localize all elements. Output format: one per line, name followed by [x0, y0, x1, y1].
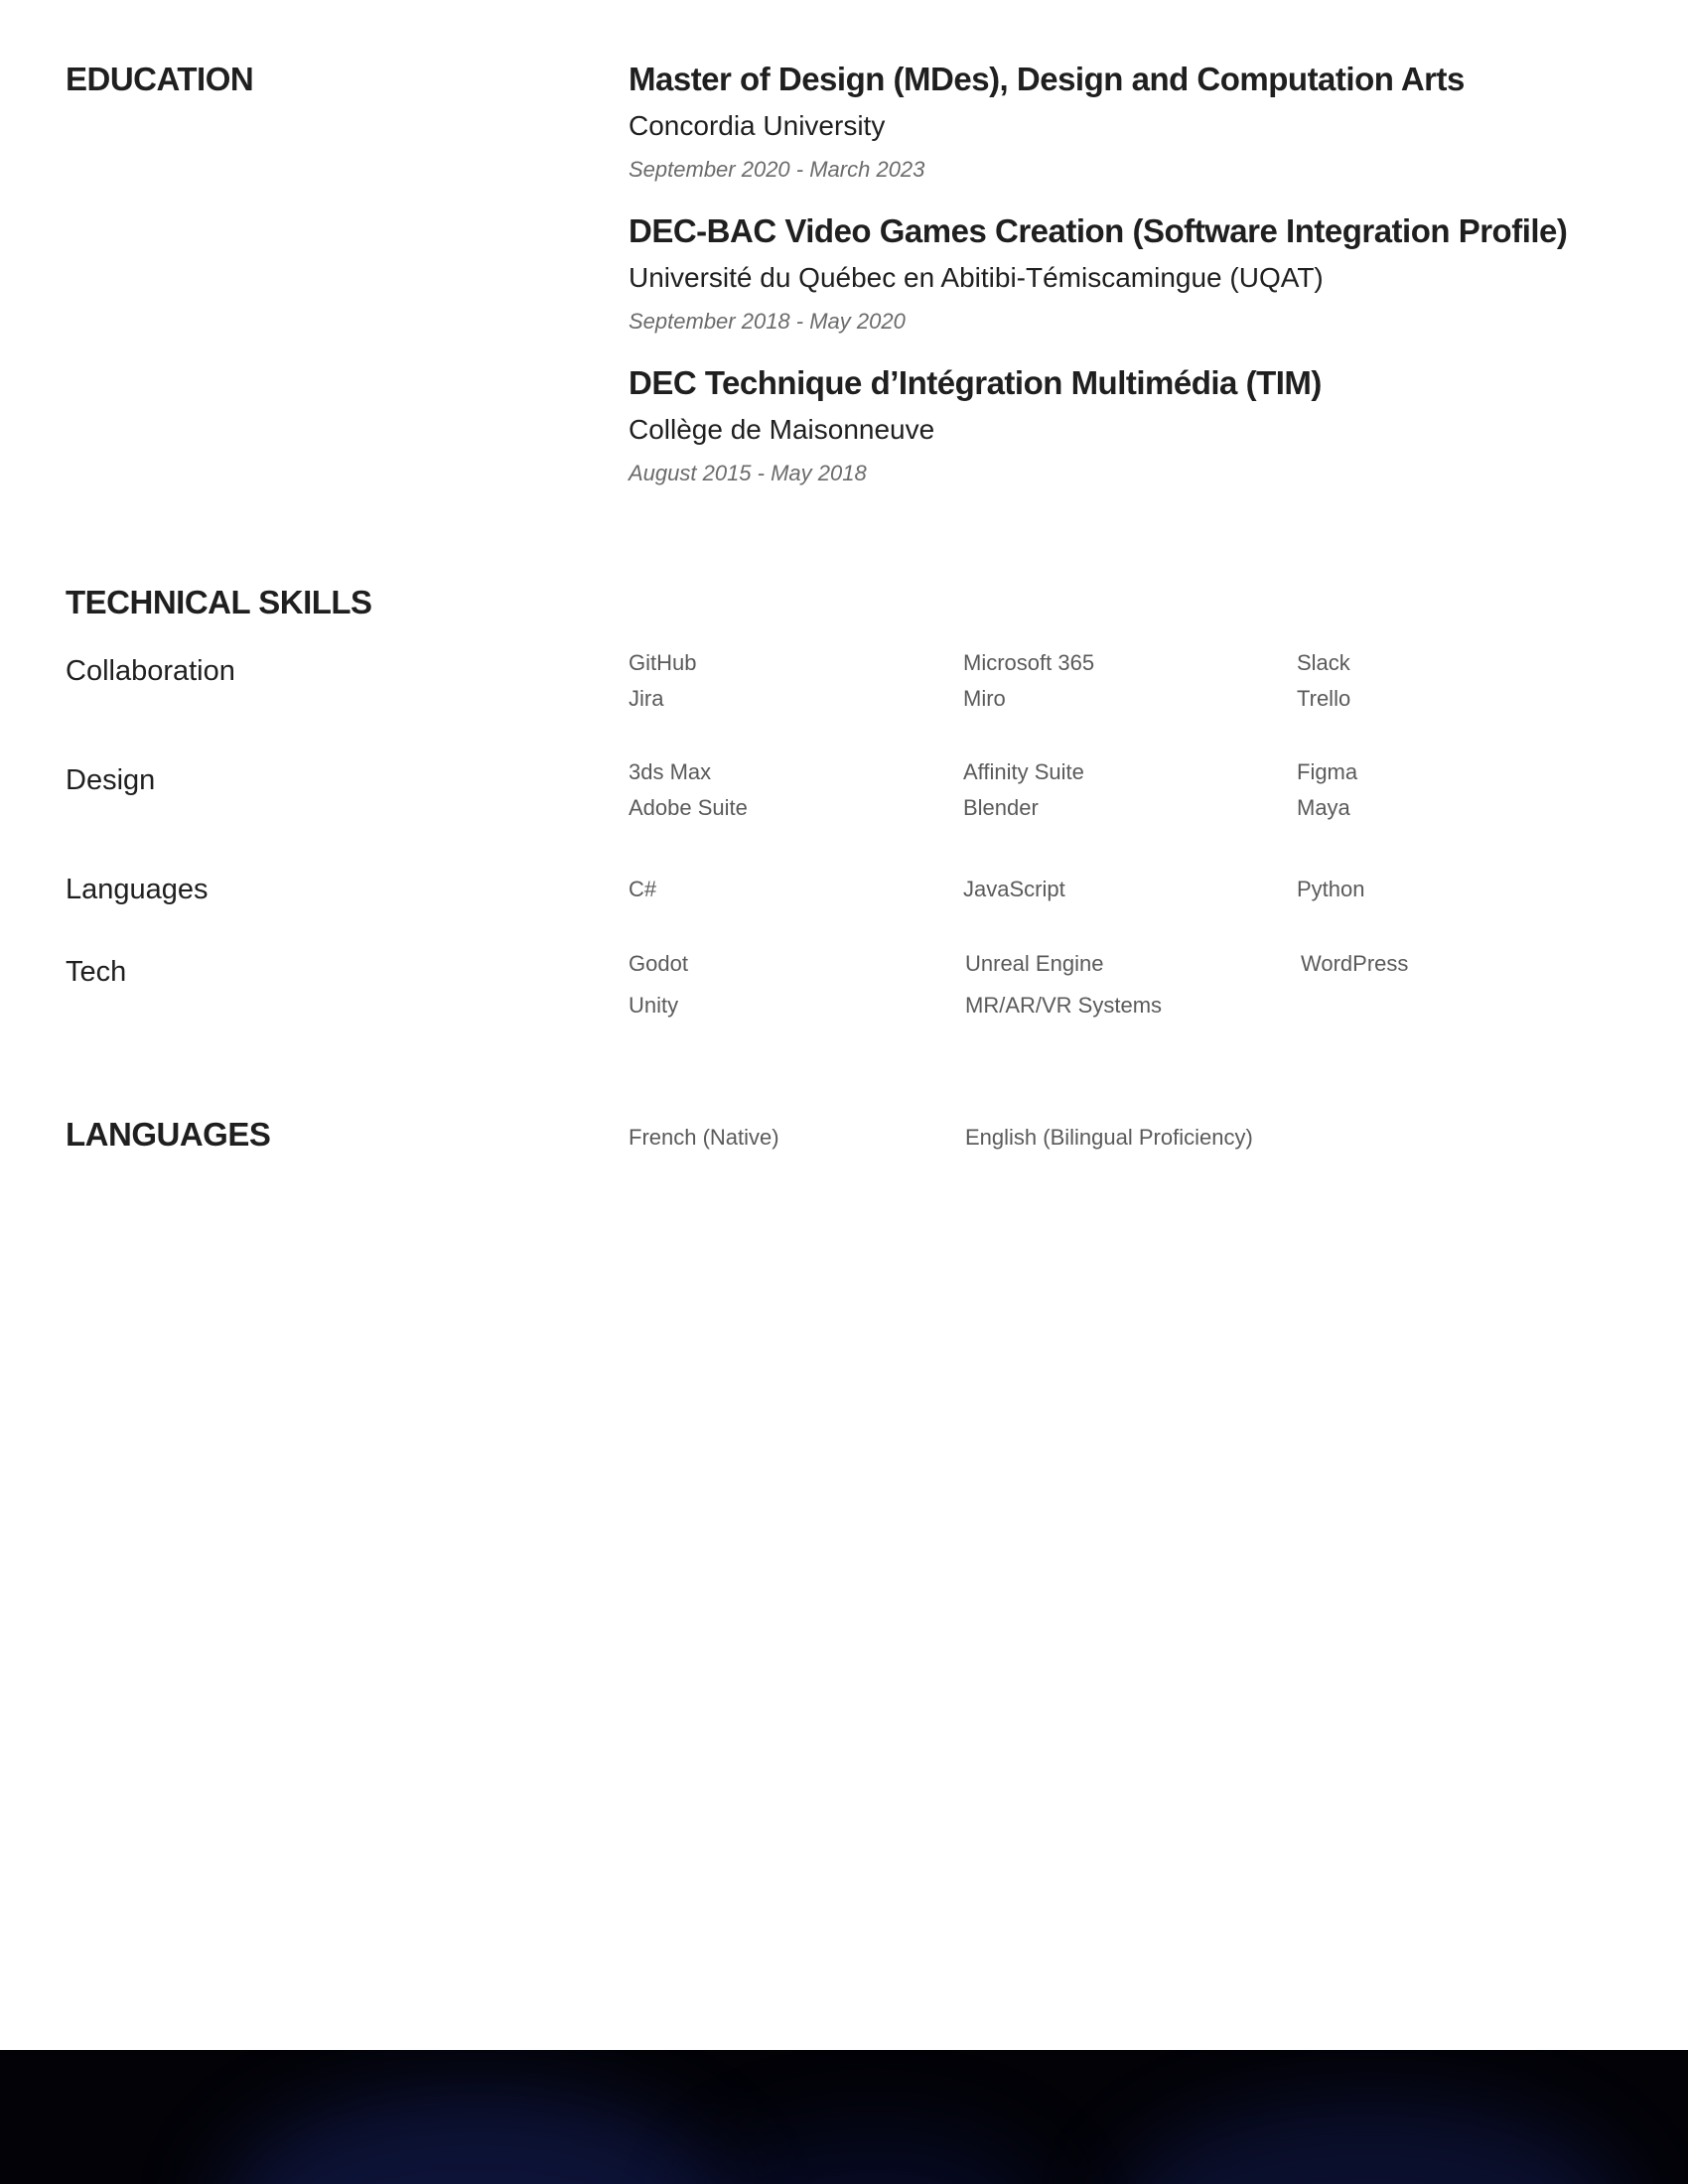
skill-item: Maya: [1297, 795, 1350, 820]
footer-glow: [695, 2129, 1053, 2184]
skill-item: Jira: [629, 686, 664, 711]
degree-title: DEC Technique d’Intégration Multimédia (TIM): [629, 364, 1322, 401]
skill-item: Slack: [1297, 650, 1350, 675]
skill-item: Blender: [963, 795, 1039, 820]
school-name: Collège de Maisonneuve: [629, 414, 935, 445]
footer-glow: [218, 2090, 735, 2184]
skill-item: Python: [1297, 877, 1365, 901]
education-dates: September 2020 - March 2023: [629, 157, 925, 182]
skill-item: JavaScript: [963, 877, 1065, 901]
degree-title: Master of Design (MDes), Design and Computation Arts: [629, 61, 1465, 97]
language-item: French (Native): [629, 1125, 779, 1150]
skill-item: Godot: [629, 951, 688, 976]
footer-band: [0, 2050, 1688, 2184]
footer-glow: [1112, 2100, 1628, 2184]
skill-item: Adobe Suite: [629, 795, 748, 820]
skill-item: MR/AR/VR Systems: [965, 993, 1163, 1018]
skill-item: Affinity Suite: [963, 759, 1084, 784]
education-dates: August 2015 - May 2018: [629, 461, 867, 485]
school-name: Concordia University: [629, 110, 886, 141]
skill-item: C#: [629, 877, 657, 901]
skill-item: WordPress: [1301, 951, 1409, 976]
skill-category-collaboration: Collaboration: [66, 655, 235, 687]
school-name: Université du Québec en Abitibi-Témiscamingue (UQAT): [629, 262, 1324, 293]
skill-item: Trello: [1297, 686, 1351, 711]
education-dates: September 2018 - May 2020: [629, 309, 906, 334]
skill-category-design: Design: [66, 764, 156, 796]
skill-item: 3ds Max: [629, 759, 712, 784]
skill-item: Miro: [963, 686, 1006, 711]
skill-item: Unreal Engine: [965, 951, 1104, 976]
education-heading: EDUCATION: [66, 61, 254, 97]
language-item: English (Bilingual Proficiency): [965, 1125, 1253, 1150]
skill-item: Figma: [1297, 759, 1358, 784]
skill-category-tech: Tech: [66, 956, 127, 988]
skill-item: Unity: [629, 993, 679, 1018]
degree-title: DEC-BAC Video Games Creation (Software Integration Profile): [629, 212, 1568, 249]
technical-skills-heading: TECHNICAL SKILLS: [66, 584, 372, 620]
skill-item: GitHub: [629, 650, 697, 675]
skill-category-languages: Languages: [66, 874, 209, 905]
skill-item: Microsoft 365: [963, 650, 1095, 675]
languages-heading: LANGUAGES: [66, 1116, 271, 1153]
